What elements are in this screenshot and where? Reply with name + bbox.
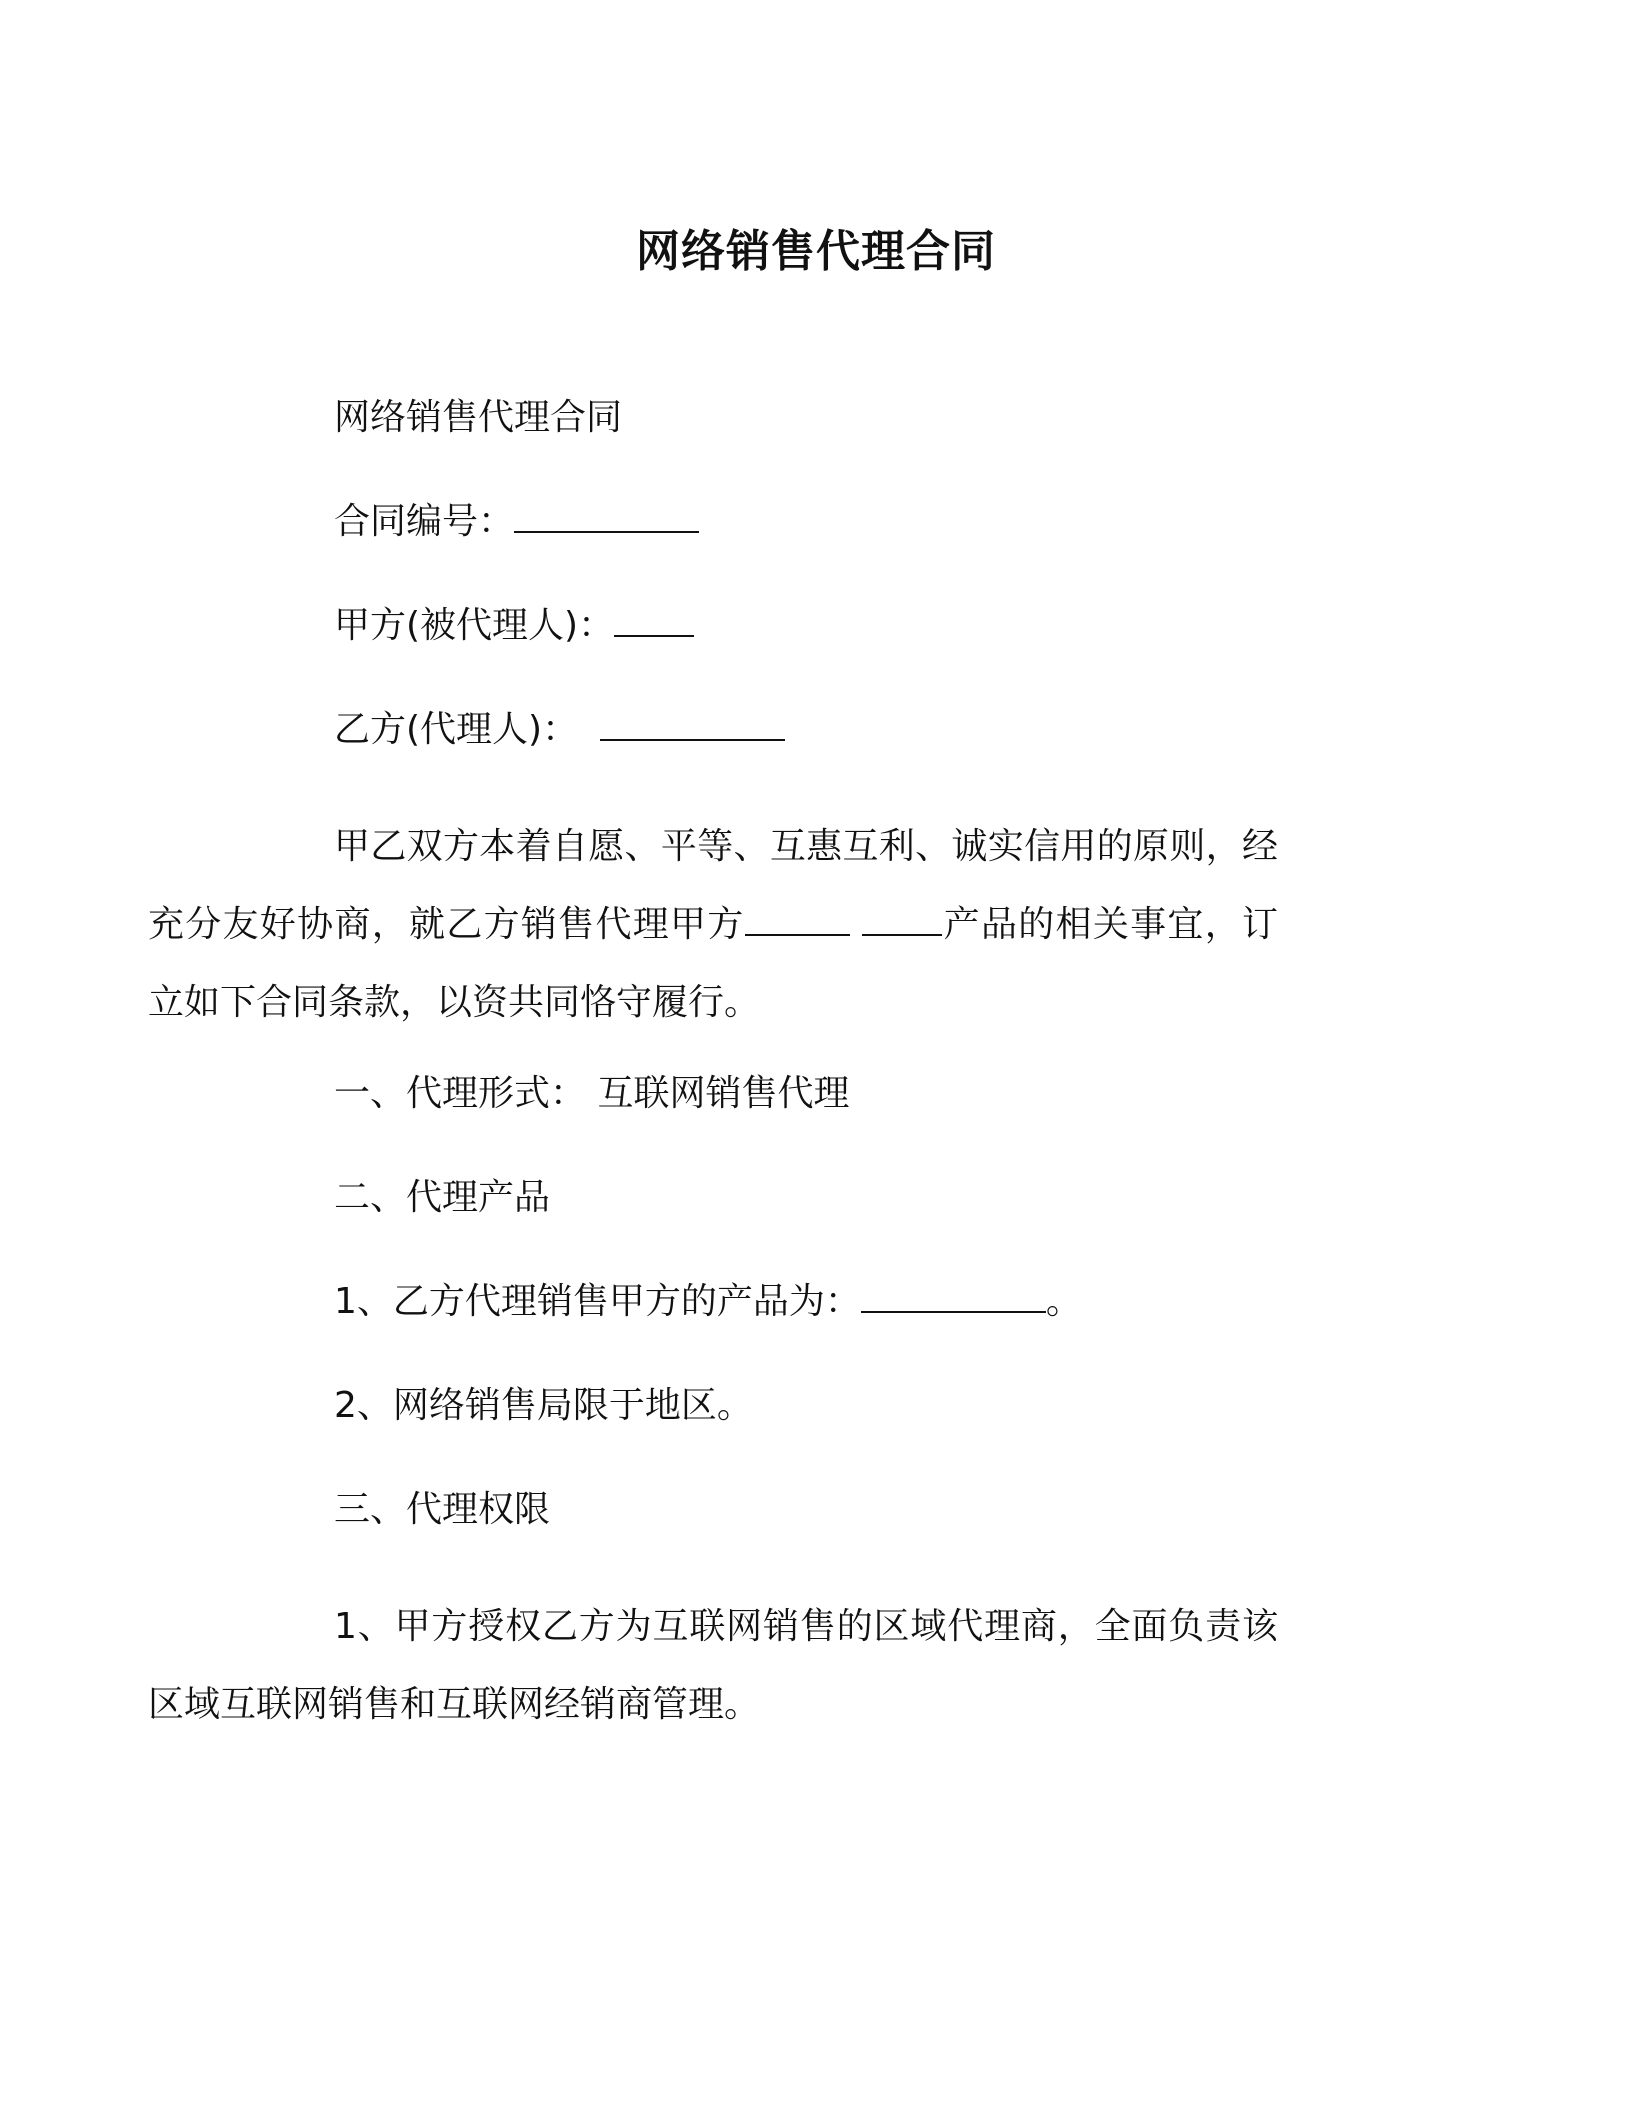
contract-number-line <box>241 496 1391 548</box>
intro-text-2: 产品的相关事宜，订立如下合同条款，以资共同恪守履行。 <box>148 904 1278 1023</box>
party-a-blank <box>614 605 694 637</box>
subtitle: 网络销售代理合同 <box>334 397 623 438</box>
contract-number-blank <box>514 501 699 533</box>
party-a-line <box>241 600 1391 652</box>
party-b-label: 乙方(代理人)： <box>334 709 579 750</box>
item-2-1-suffix: 。 <box>1045 1281 1082 1322</box>
party-b-blank <box>600 709 785 741</box>
party-b-line <box>241 704 1391 756</box>
intro-text-1: 甲乙双方本着自愿、平等、互惠互利、诚实信用的原则，经充分友好协商，就乙方销售代理甲方 <box>148 826 1278 945</box>
party-a-label: 甲方(被代理人)： <box>334 605 615 646</box>
product-name-blank <box>861 1281 1046 1313</box>
section-1-heading: 一、代理形式： 互联网销售代理 <box>334 1073 850 1114</box>
product-blank-2 <box>862 904 942 936</box>
contract-number-label: 合同编号： <box>334 501 515 542</box>
item-2-1 <box>241 1276 1391 1328</box>
document-body <box>148 392 1391 1770</box>
product-blank-1 <box>745 904 850 936</box>
item-2-2: 2、网络销售局限于地区。 <box>334 1385 753 1426</box>
section-3-heading: 三、代理权限 <box>334 1489 551 1530</box>
item-2-1-text: 1、乙方代理销售甲方的产品为： <box>334 1281 861 1322</box>
section-2-heading: 二、代理产品 <box>334 1177 551 1218</box>
document-title: 网络销售代理合同 <box>636 226 996 277</box>
item-3-1: 1、甲方授权乙方为互联网销售的区域代理商，全面负责该区域互联网销售和互联网经销商管理。 <box>148 1606 1278 1725</box>
intro-paragraph <box>148 808 1278 1042</box>
